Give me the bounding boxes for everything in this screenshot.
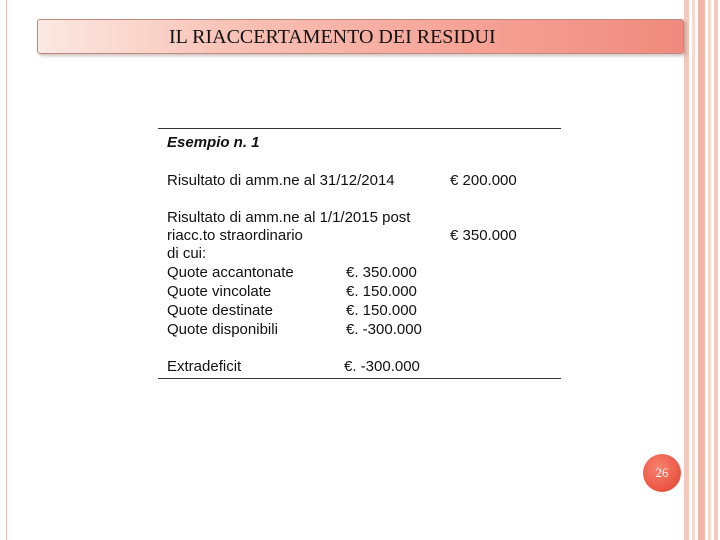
row-value: €. 350.000 [346, 264, 417, 281]
row-value: €. 150.000 [346, 302, 417, 319]
slide-title: IL RIACCERTAMENTO DEI RESIDUI [169, 26, 496, 48]
risultato-2015-value: € 350.000 [450, 227, 517, 244]
left-frame-border [0, 0, 7, 540]
risultato-2014-value: € 200.000 [450, 172, 517, 189]
row-value: €. 150.000 [346, 283, 417, 300]
row-label: Quote destinate [167, 302, 273, 319]
example-heading: Esempio n. 1 [167, 134, 260, 151]
risultato-2014-label: Risultato di amm.ne al 31/12/2014 [167, 172, 395, 189]
risultato-2015-label-line2: riacc.to straordinario [167, 227, 303, 244]
row-label: Quote vincolate [167, 283, 272, 300]
di-cui-label: di cui: [167, 245, 207, 262]
row-value: €. -300.000 [346, 321, 422, 338]
extradeficit-value: €. -300.000 [344, 358, 420, 375]
right-decorative-stripes [680, 0, 720, 540]
page-number: 26 [655, 465, 669, 480]
slide-title-bar [37, 19, 684, 54]
row-label: Quote disponibili [167, 321, 278, 338]
example-table-image [158, 128, 561, 379]
page-number-badge [643, 454, 681, 492]
risultato-2015-label-line1: Risultato di amm.ne al 1/1/2015 post [167, 209, 411, 226]
extradeficit-label: Extradeficit [167, 358, 242, 375]
row-label: Quote accantonate [167, 264, 294, 281]
